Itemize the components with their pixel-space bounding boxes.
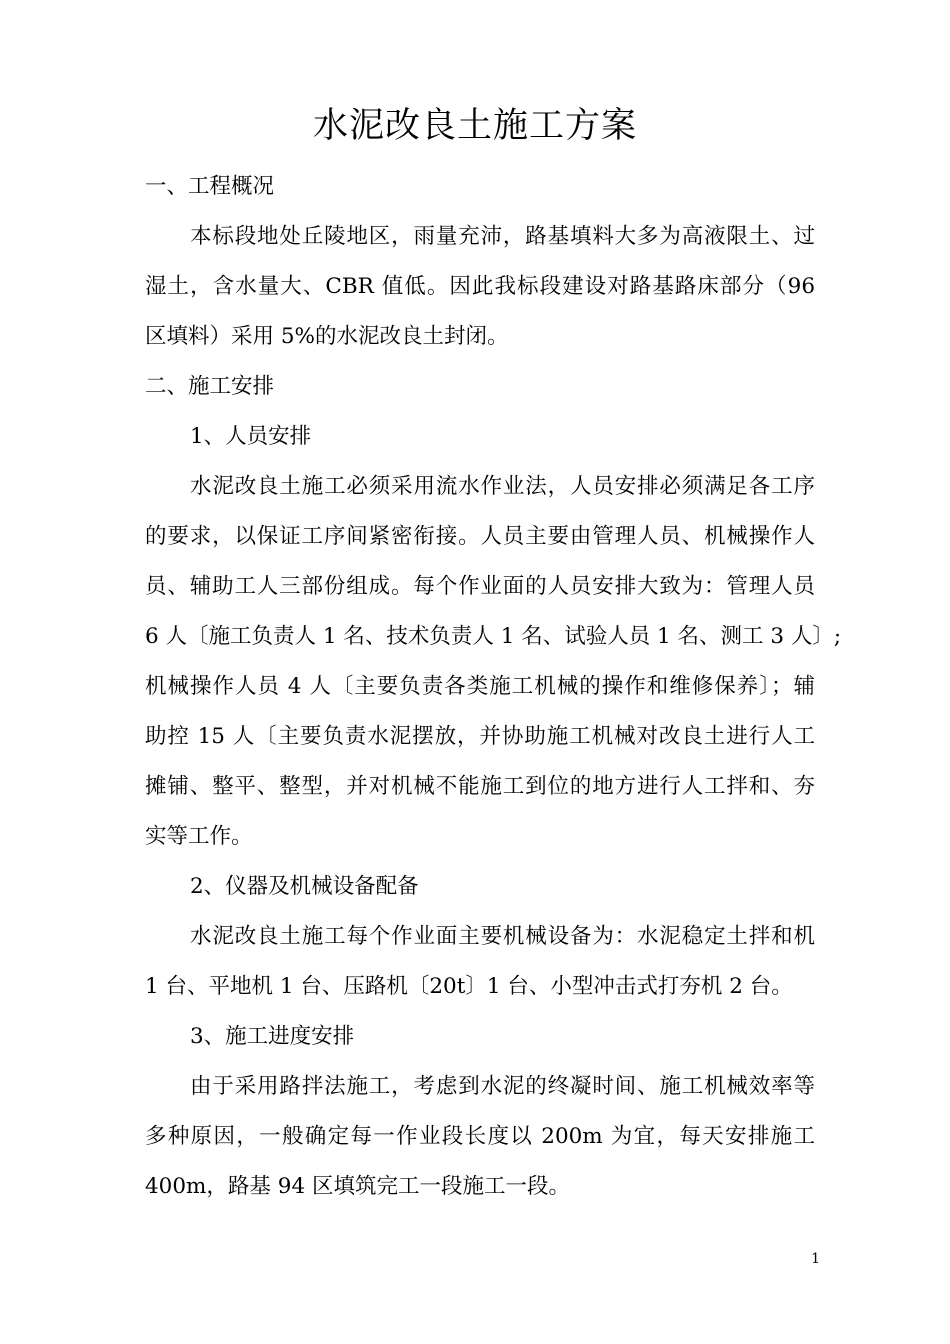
paragraph-line: 湿土，含水量大、CBR 值低。因此我标段建设对路基路床部分（96: [145, 274, 815, 299]
page-number: 1: [811, 1251, 820, 1267]
paragraph-line: 6 人〔施工负责人 1 名、技术负责人 1 名、试验人员 1 名、测工 3 人〕;: [145, 624, 842, 649]
paragraph-line: 实等工作。: [145, 824, 253, 849]
paragraph-line: 1 台、平地机 1 台、压路机〔20t〕1 台、小型冲击式打夯机 2 台。: [145, 974, 793, 999]
subsection-heading-equipment: 2、仪器及机械设备配备: [190, 874, 419, 899]
subsection-heading-schedule: 3、施工进度安排: [190, 1024, 355, 1049]
document-title: 水泥改良土施工方案: [312, 106, 637, 146]
paragraph-line: 本标段地处丘陵地区，雨量充沛，路基填料大多为高液限土、过: [190, 224, 815, 249]
paragraph-line: 摊铺、整平、整型，并对机械不能施工到位的地方进行人工拌和、夯: [145, 774, 815, 799]
section-heading-arrangement: 二、施工安排: [145, 374, 275, 399]
paragraph-line: 水泥改良土施工每个作业面主要机械设备为：水泥稳定土拌和机: [190, 924, 815, 949]
paragraph-line: 助控 15 人〔主要负责水泥摆放，并协助施工机械对改良土进行人工: [145, 724, 815, 749]
subsection-heading-personnel: 1、人员安排: [190, 424, 312, 449]
paragraph-line: 多种原因，一般确定每一作业段长度以 200m 为宜，每天安排施工: [145, 1124, 815, 1149]
paragraph-line: 的要求，以保证工序间紧密衔接。人员主要由管理人员、机械操作人: [145, 524, 815, 549]
paragraph-line: 由于采用路拌法施工，考虑到水泥的终凝时间、施工机械效率等: [190, 1074, 815, 1099]
paragraph-line: 区填料）采用 5%的水泥改良土封闭。: [145, 324, 509, 349]
paragraph-line: 员、辅助工人三部份组成。每个作业面的人员安排大致为：管理人员: [145, 574, 815, 599]
paragraph-line: 水泥改良土施工必须采用流水作业法，人员安排必须满足各工序: [190, 474, 815, 499]
section-heading-overview: 一、工程概况: [145, 174, 275, 199]
paragraph-line: 400m，路基 94 区填筑完工一段施工一段。: [145, 1174, 570, 1199]
paragraph-line: 机械操作人员 4 人〔主要负责各类施工机械的操作和维修保养〕；辅: [145, 674, 815, 699]
